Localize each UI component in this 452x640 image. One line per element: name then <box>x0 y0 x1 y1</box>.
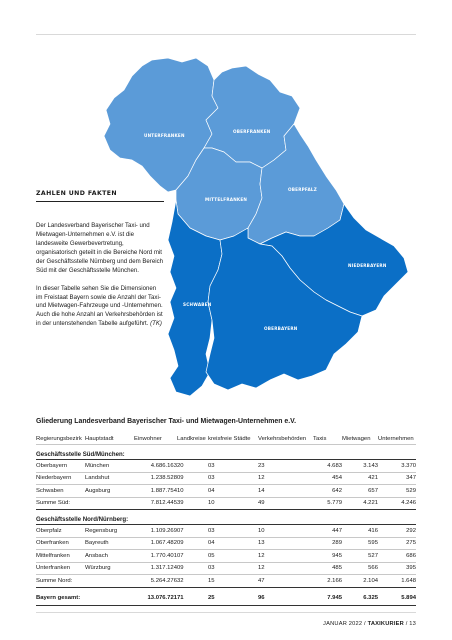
label-oberbayern: OBERBAYERN <box>264 326 298 331</box>
table-cell: 1.648 <box>378 575 416 588</box>
table-cell: Landshut <box>85 472 134 485</box>
column-header: Verkehrsbehörden <box>258 433 313 445</box>
total-row <box>36 592 416 606</box>
table-cell: 1.067.482 <box>134 537 177 550</box>
table-cell: 1.109.269 <box>134 525 177 538</box>
table-cell: 292 <box>378 525 416 538</box>
author-initials: (TK) <box>150 320 162 328</box>
table-cell: 03 <box>208 525 258 538</box>
column-header: Regierungsbezirk <box>36 433 85 445</box>
column-header: Unternehmen <box>378 433 416 445</box>
table-row <box>36 537 416 550</box>
table-cell: 10 <box>258 525 313 538</box>
table-cell: 03 <box>208 562 258 575</box>
table-row <box>36 550 416 563</box>
table-cell: 10 <box>177 485 208 498</box>
table-cell: 2.104 <box>342 575 378 588</box>
table-cell: 39 <box>177 497 208 510</box>
table-cell: 3.370 <box>378 460 416 473</box>
table-cell: 4.246 <box>378 497 416 510</box>
table-cell: München <box>85 460 134 473</box>
facts-paragraph-2 <box>36 285 164 330</box>
table-cell: 7.812.445 <box>134 497 177 510</box>
section-heading-nord: Geschäftsstelle Nord/Nürnberg: <box>36 510 416 525</box>
table-cell: Würzburg <box>85 562 134 575</box>
table-cell: 686 <box>378 550 416 563</box>
table-cell: Oberfranken <box>36 537 85 550</box>
table-cell: 25 <box>208 592 258 606</box>
table-cell: 71 <box>177 592 208 606</box>
column-header: Landkreise <box>177 433 208 445</box>
table-cell: 32 <box>177 575 208 588</box>
table-cell: 289 <box>313 537 342 550</box>
table-header-row <box>36 433 416 445</box>
table-cell: 14 <box>258 485 313 498</box>
table-cell: Mittelfranken <box>36 550 85 563</box>
table-row <box>36 485 416 498</box>
label-oberfranken: OBERFRANKEN <box>233 129 271 134</box>
footer-date: JANUAR 2022 / <box>323 621 368 627</box>
statistics-table <box>36 433 416 606</box>
page-footer <box>323 621 416 627</box>
table-cell: 5.894 <box>378 592 416 606</box>
table-cell: 09 <box>177 472 208 485</box>
table-cell: Unterfranken <box>36 562 85 575</box>
table-cell: 07 <box>177 525 208 538</box>
table-cell: 4.686.163 <box>134 460 177 473</box>
table-row <box>36 562 416 575</box>
table-cell: Augsburg <box>85 485 134 498</box>
table-cell: 09 <box>177 537 208 550</box>
table-cell: 454 <box>313 472 342 485</box>
table-cell: 15 <box>208 575 258 588</box>
label-mittelfranken: MITTELFRANKEN <box>205 197 248 202</box>
page-number: / 13 <box>403 621 416 627</box>
table-cell: 447 <box>313 525 342 538</box>
table-cell: 275 <box>378 537 416 550</box>
table-cell <box>85 497 134 510</box>
section-heading-row <box>36 510 416 525</box>
table-cell: 1.770.401 <box>134 550 177 563</box>
table-cell: 416 <box>342 525 378 538</box>
column-header: Hauptstadt <box>85 433 134 445</box>
table-title: Gliederung Landesverband Bayerischer Taxi- und Mietwagen-Unternehmen e.V. <box>36 418 296 425</box>
table-cell: Oberbayern <box>36 460 85 473</box>
table-cell: Schwaben <box>36 485 85 498</box>
table-cell: Summe Süd: <box>36 497 85 510</box>
sum-row-nord <box>36 575 416 588</box>
facts-paragraph-2-text: In dieser Tabelle sehen Sie die Dimensionen im Freistaat Bayern sowie die Anzahl der Taxi- und Mietwagen-Fahrzeuge und -Unternehmen. Auch die hohe Anzahl an Verkehrsbehörden ist in der untenstehenden Tabelle aufgeführt. <box>36 284 163 328</box>
table-cell: 10 <box>208 497 258 510</box>
table-cell: 05 <box>208 550 258 563</box>
footer-brand: TAXIKURIER <box>367 621 404 627</box>
table-cell: 7.945 <box>313 592 342 606</box>
column-header: Taxis <box>313 433 342 445</box>
table-cell: Regensburg <box>85 525 134 538</box>
heading-underline <box>36 201 164 202</box>
table-cell: Bayreuth <box>85 537 134 550</box>
section-heading-sued: Geschäftsstelle Süd/München: <box>36 445 416 460</box>
table-cell: 12 <box>258 562 313 575</box>
table-cell: 642 <box>313 485 342 498</box>
table-cell: 12 <box>258 472 313 485</box>
facts-paragraph-1: Der Landesverband Bayerischer Taxi- und Mietwagen-Unternehmen e.V. ist die landesweite Gewerbevertretung, organisatorisch geteilt in die Bereiche Nord mit der Geschäftsstelle Nürnberg und dem Bereich Süd mit der Geschäftsstelle München. <box>36 222 164 274</box>
label-niederbayern: NIEDERBAYERN <box>348 263 387 268</box>
table-cell: 527 <box>342 550 378 563</box>
table-cell: 47 <box>258 575 313 588</box>
table-cell: Summe Nord: <box>36 575 85 588</box>
table-cell: Oberpfalz <box>36 525 85 538</box>
facts-heading: ZAHLEN UND FAKTEN <box>36 190 117 197</box>
table-cell: 945 <box>313 550 342 563</box>
table-cell: Bayern gesamt: <box>36 592 85 606</box>
section-heading-row <box>36 445 416 460</box>
table-cell: 347 <box>378 472 416 485</box>
table-cell: 395 <box>378 562 416 575</box>
table-row <box>36 525 416 538</box>
table-cell: 04 <box>208 485 258 498</box>
column-header: kreisfreie Städte <box>208 433 258 445</box>
table-cell: 09 <box>177 562 208 575</box>
table-cell: 96 <box>258 592 313 606</box>
table-cell <box>85 575 134 588</box>
table-row <box>36 460 416 473</box>
table-cell: 657 <box>342 485 378 498</box>
column-header: Mietwagen <box>342 433 378 445</box>
sum-row-sued <box>36 497 416 510</box>
table-cell: 2.166 <box>313 575 342 588</box>
table-cell: 49 <box>258 497 313 510</box>
table-cell: 1.317.124 <box>134 562 177 575</box>
table-cell: 4.221 <box>342 497 378 510</box>
table-cell: 1.238.528 <box>134 472 177 485</box>
table-cell: Ansbach <box>85 550 134 563</box>
table-cell: Niederbayern <box>36 472 85 485</box>
table-cell: 529 <box>378 485 416 498</box>
table-cell: 03 <box>208 460 258 473</box>
table-cell: 13.076.721 <box>134 592 177 606</box>
label-unterfranken: UNTERFRANKEN <box>144 133 185 138</box>
table-cell: 5.779 <box>313 497 342 510</box>
table-cell: 1.887.754 <box>134 485 177 498</box>
table-row <box>36 472 416 485</box>
footer-rule <box>36 612 416 613</box>
table-cell: 20 <box>177 460 208 473</box>
table-cell: 13 <box>258 537 313 550</box>
table-cell: 04 <box>208 537 258 550</box>
table-cell: 3.143 <box>342 460 378 473</box>
table-cell: 03 <box>208 472 258 485</box>
table-cell: 23 <box>258 460 313 473</box>
table-cell: 5.264.276 <box>134 575 177 588</box>
table-cell: 421 <box>342 472 378 485</box>
table-cell: 07 <box>177 550 208 563</box>
table-cell: 4.683 <box>313 460 342 473</box>
facts-sidebar <box>36 190 164 329</box>
column-header: Einwohner <box>134 433 177 445</box>
label-schwaben: SCHWABEN <box>183 302 212 307</box>
table-cell: 566 <box>342 562 378 575</box>
table-cell: 6.325 <box>342 592 378 606</box>
table-cell: 485 <box>313 562 342 575</box>
table-cell: 12 <box>258 550 313 563</box>
label-oberpfalz: OBERPFALZ <box>288 187 318 192</box>
table-cell <box>85 592 134 606</box>
table-cell: 595 <box>342 537 378 550</box>
